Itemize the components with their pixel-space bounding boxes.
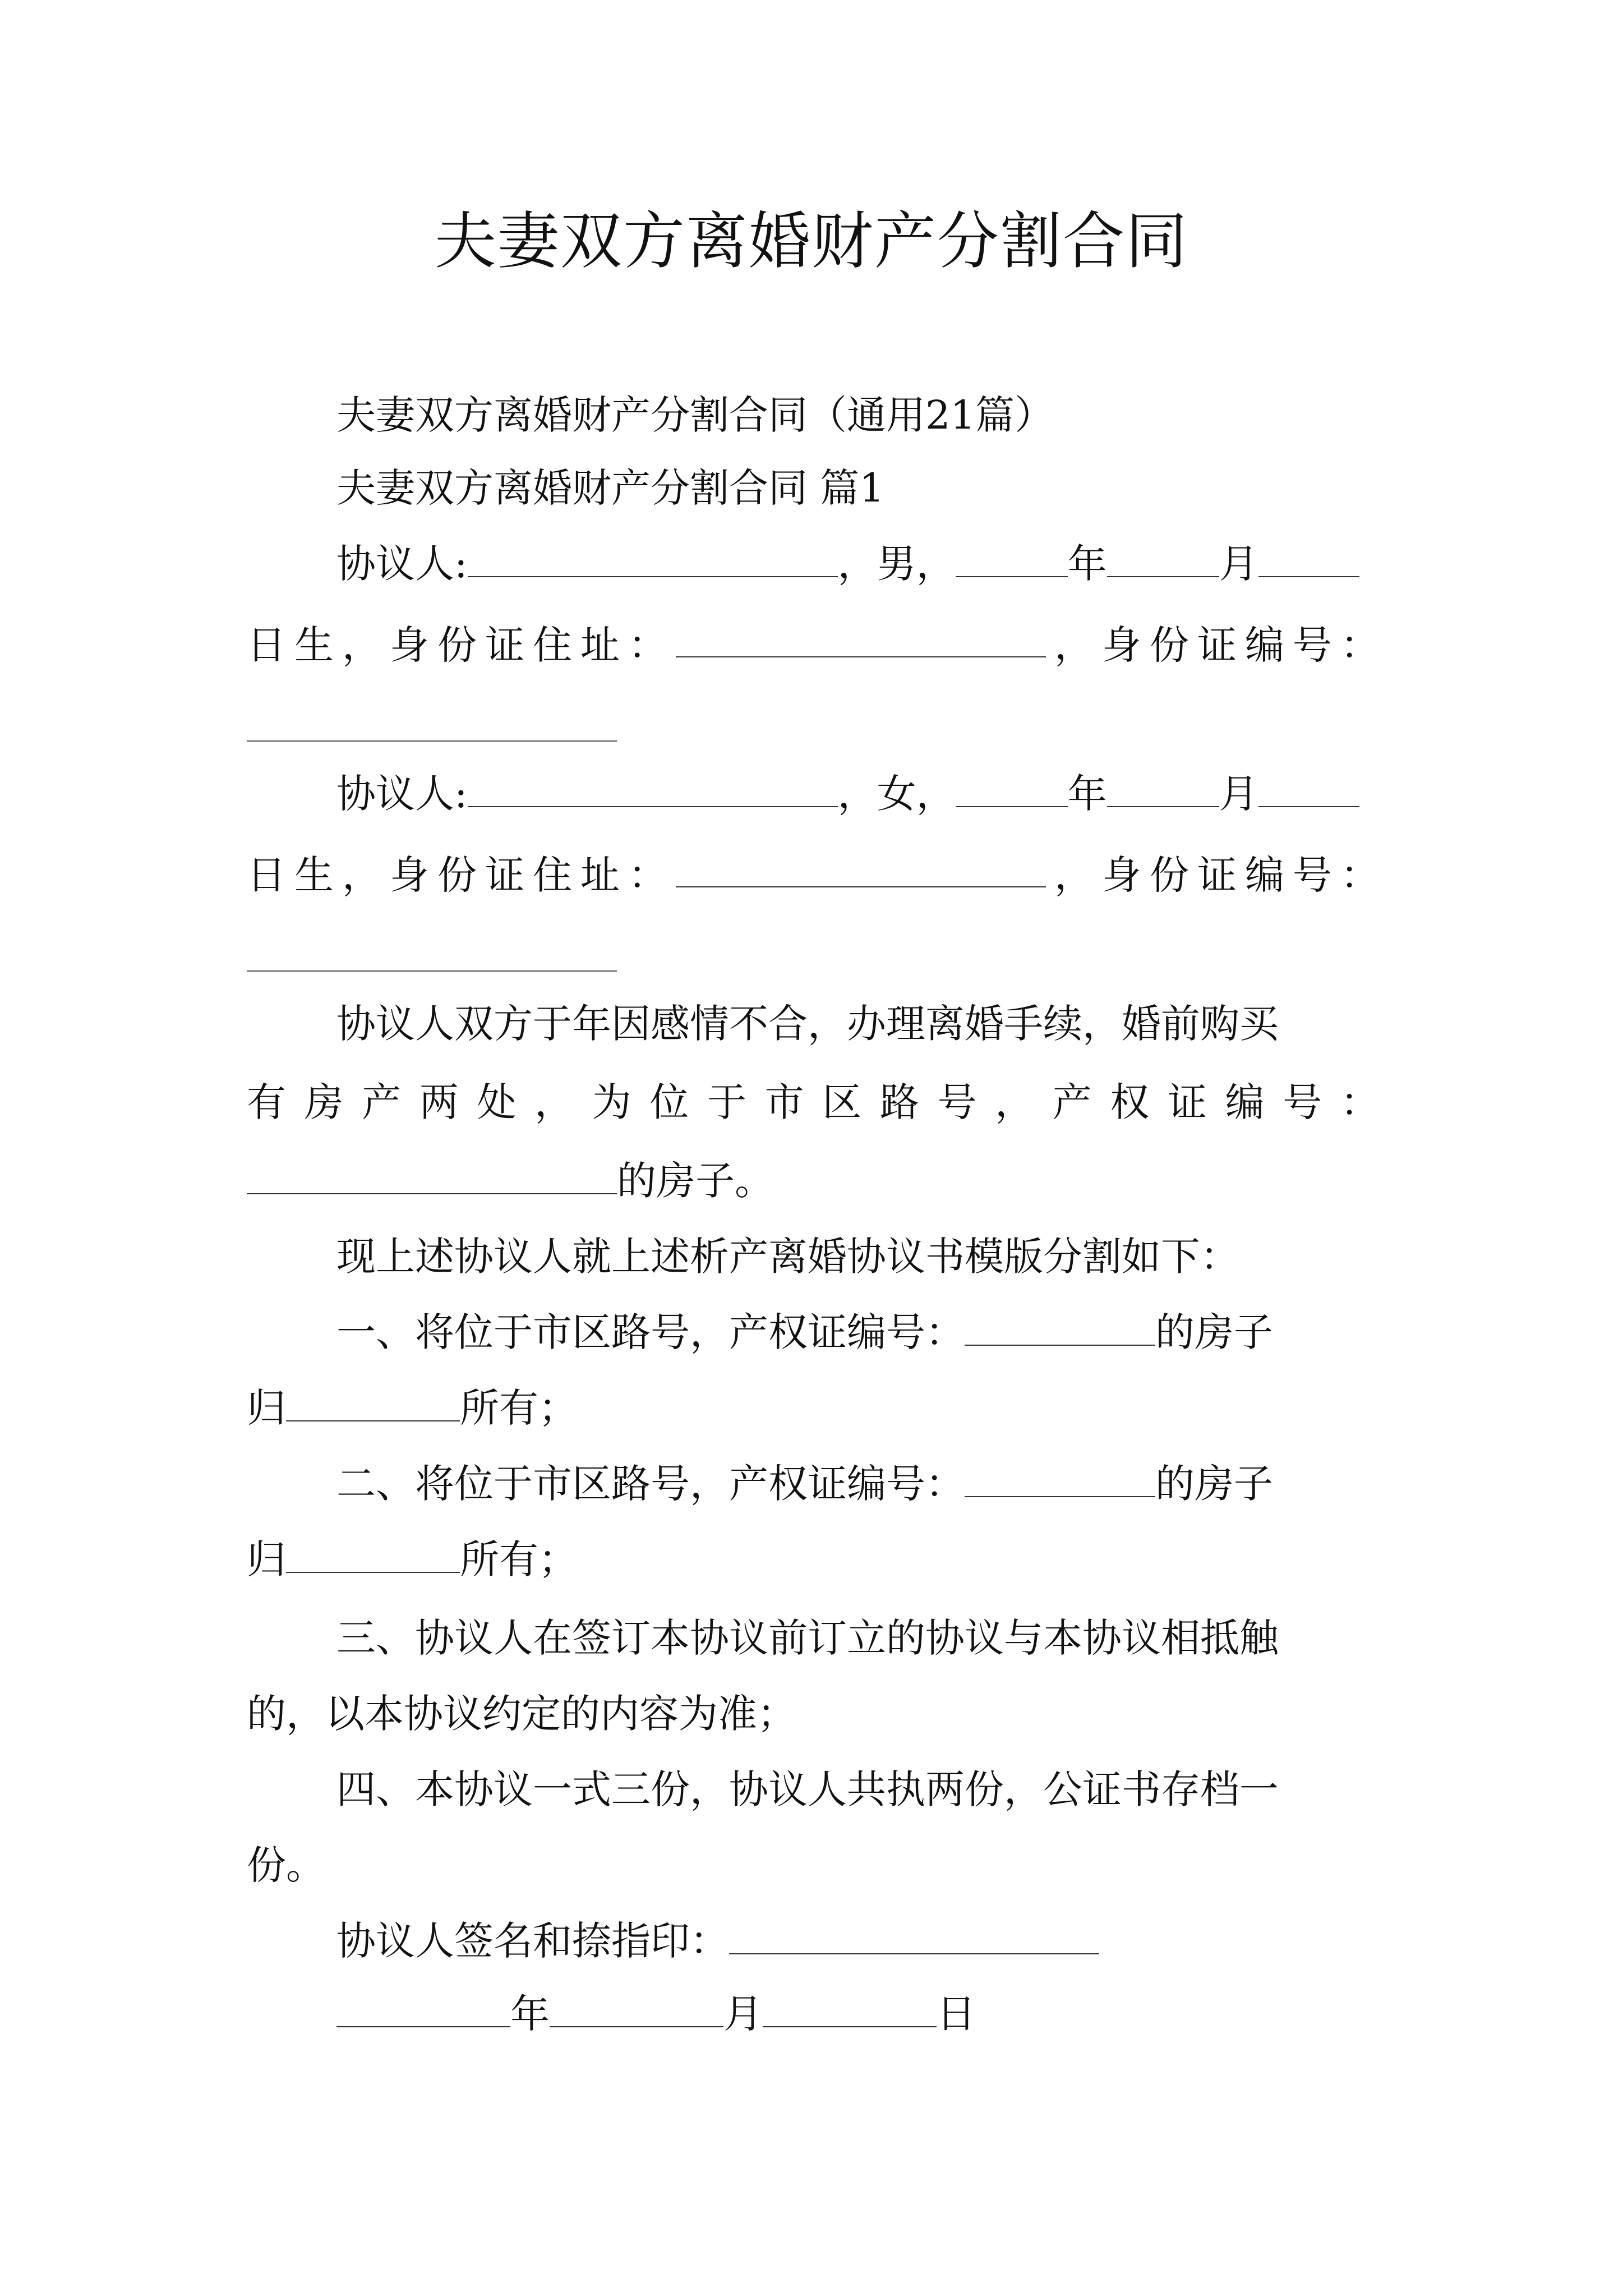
paragraph1-char: 房 <box>304 1079 344 1125</box>
party1-char: 生 <box>294 622 334 668</box>
party1-birth-month-blank[interactable] <box>1107 537 1219 577</box>
party1-char: 号 <box>1293 622 1332 668</box>
paragraph1-line3 <box>247 1153 774 1209</box>
clause4-line2: 份。 <box>247 1842 325 1888</box>
party1-char: ： <box>628 622 667 668</box>
party1-char: 证 <box>485 622 524 668</box>
paragraph1-char: ： <box>1340 1079 1380 1125</box>
party1-char: ： <box>1340 622 1380 668</box>
party2-char: ， <box>342 852 381 898</box>
paragraph1-char: 路 <box>879 1079 919 1125</box>
party2-address-blank[interactable] <box>676 847 1046 887</box>
party2-month-label: 月 <box>1219 771 1258 817</box>
clause1-owner-blank[interactable] <box>286 1381 460 1421</box>
party1-char: 份 <box>1150 622 1189 668</box>
party1-birth-year-blank[interactable] <box>956 537 1068 577</box>
paragraph1-char: 编 <box>1225 1079 1265 1125</box>
party2-char: 份 <box>1150 852 1189 898</box>
paragraph1-char: 于 <box>707 1079 746 1125</box>
party2-char: 日 <box>247 852 286 898</box>
paragraph1-char: ， <box>534 1079 574 1125</box>
party2-char: 住 <box>533 852 572 898</box>
date-year-blank[interactable] <box>336 1987 510 2027</box>
clause2-line2 <box>247 1531 578 1588</box>
paragraph1-char: 两 <box>419 1079 459 1125</box>
party1-char: 身 <box>1102 622 1141 668</box>
paragraph1-char: 市 <box>764 1079 804 1125</box>
paragraph1-char: 处 <box>477 1079 517 1125</box>
party1-line1 <box>336 536 1359 592</box>
clause1-suffix: 的房子 <box>1155 1309 1273 1355</box>
clause1-line1 <box>336 1304 1273 1360</box>
signature-line <box>336 1913 1099 1969</box>
party1-char: ， <box>1054 622 1094 668</box>
party1-char: 住 <box>533 622 572 668</box>
document-title: 夫妻双方离婚财产分割合同 <box>435 205 1188 277</box>
paragraph1-char: 区 <box>822 1079 862 1125</box>
paragraph1-char: 权 <box>1110 1079 1150 1125</box>
clause1-ownership: 所有； <box>460 1385 578 1431</box>
party1-char: ， <box>342 622 381 668</box>
date-year-label: 年 <box>510 1991 550 2037</box>
document-subtitle: 夫妻双方离婚财产分割合同（通用21篇） <box>336 392 1054 438</box>
party2-year-label: 年 <box>1067 771 1107 817</box>
party2-line2 <box>247 847 1380 903</box>
clause3-line2: 的，以本协议约定的内容为准； <box>247 1691 796 1737</box>
date-month-blank[interactable] <box>550 1987 723 2027</box>
party2-char: ： <box>628 852 667 898</box>
party1-address-blank[interactable] <box>676 617 1046 657</box>
clause4-line1: 四、本协议一式三份，协议人共执两份，公证书存档一 <box>336 1766 1279 1812</box>
clause1-line2 <box>247 1380 578 1436</box>
division-intro: 现上述协议人就上述析产离婚协议书模版分割如下： <box>336 1234 1239 1280</box>
clause1-certificate-blank[interactable] <box>965 1305 1155 1346</box>
party2-line1 <box>336 766 1359 822</box>
paragraph1-char: 产 <box>1052 1079 1092 1125</box>
party2-char: 证 <box>485 852 524 898</box>
party2-label: 协议人: <box>336 771 468 817</box>
property-certificate-blank[interactable] <box>247 1154 617 1194</box>
party2-name-blank[interactable] <box>468 767 838 807</box>
paragraph1-suffix: 的房子。 <box>617 1158 774 1204</box>
party2-char: ， <box>1054 852 1094 898</box>
paragraph1-char: 号 <box>1283 1079 1322 1125</box>
party1-birth-day-blank[interactable] <box>1258 537 1359 577</box>
clause2-prefix: 归 <box>247 1536 286 1582</box>
party1-id-number-blank[interactable] <box>247 739 617 742</box>
signature-label: 协议人签名和捺指印： <box>336 1918 729 1964</box>
party2-id-number-blank[interactable] <box>247 969 617 972</box>
paragraph1-char: 号 <box>937 1079 977 1125</box>
paragraph1-char: 有 <box>247 1079 286 1125</box>
clause1-text: 一、将位于市区路号，产权证编号： <box>336 1309 965 1355</box>
party1-char: 编 <box>1245 622 1284 668</box>
party1-name-blank[interactable] <box>468 537 838 577</box>
date-month-label: 月 <box>723 1991 763 2037</box>
clause2-text: 二、将位于市区路号，产权证编号： <box>336 1461 965 1507</box>
party2-char: 址 <box>580 852 620 898</box>
clause3-line1: 三、协议人在签订本协议前订立的协议与本协议相抵触 <box>336 1615 1279 1661</box>
clause2-line1 <box>336 1456 1273 1512</box>
date-day-label: 日 <box>937 1991 976 2037</box>
clause2-owner-blank[interactable] <box>286 1533 460 1573</box>
party2-birth-day-blank[interactable] <box>1258 767 1359 807</box>
date-line <box>336 1986 976 2042</box>
party2-char: 份 <box>437 852 477 898</box>
clause2-ownership: 所有； <box>460 1536 578 1582</box>
paragraph1-char: ， <box>995 1079 1035 1125</box>
date-day-blank[interactable] <box>763 1987 937 2027</box>
party2-char: 编 <box>1245 852 1284 898</box>
section-heading: 夫妻双方离婚财产分割合同 篇1 <box>336 465 884 511</box>
party1-char: 日 <box>247 622 286 668</box>
paragraph1-line2 <box>247 1074 1380 1130</box>
paragraph1-line1: 协议人双方于年因感情不合，办理离婚手续，婚前购买 <box>336 1001 1279 1047</box>
party2-birth-year-blank[interactable] <box>956 767 1068 807</box>
party2-char: 身 <box>390 852 429 898</box>
party1-gender: ，男， <box>837 541 956 587</box>
party2-gender: ，女， <box>837 771 956 817</box>
party1-month-label: 月 <box>1219 541 1258 587</box>
clause2-certificate-blank[interactable] <box>965 1457 1155 1497</box>
party1-char: 证 <box>1197 622 1237 668</box>
clause2-suffix: 的房子 <box>1155 1461 1273 1507</box>
party1-char: 份 <box>437 622 477 668</box>
clause1-prefix: 归 <box>247 1385 286 1431</box>
party2-char: 身 <box>1102 852 1141 898</box>
party1-year-label: 年 <box>1067 541 1107 587</box>
signature-blank[interactable] <box>729 1914 1099 1954</box>
party1-line2 <box>247 617 1380 673</box>
paragraph1-char: 为 <box>592 1079 631 1125</box>
paragraph1-char: 位 <box>649 1079 689 1125</box>
party1-char: 身 <box>390 622 429 668</box>
party2-char: 号 <box>1293 852 1332 898</box>
party1-label: 协议人: <box>336 541 468 587</box>
party2-char: 生 <box>294 852 334 898</box>
party2-char: ： <box>1340 852 1380 898</box>
party2-char: 证 <box>1197 852 1237 898</box>
paragraph1-char: 产 <box>362 1079 402 1125</box>
party1-char: 址 <box>580 622 620 668</box>
party2-birth-month-blank[interactable] <box>1107 767 1219 807</box>
paragraph1-char: 证 <box>1168 1079 1207 1125</box>
